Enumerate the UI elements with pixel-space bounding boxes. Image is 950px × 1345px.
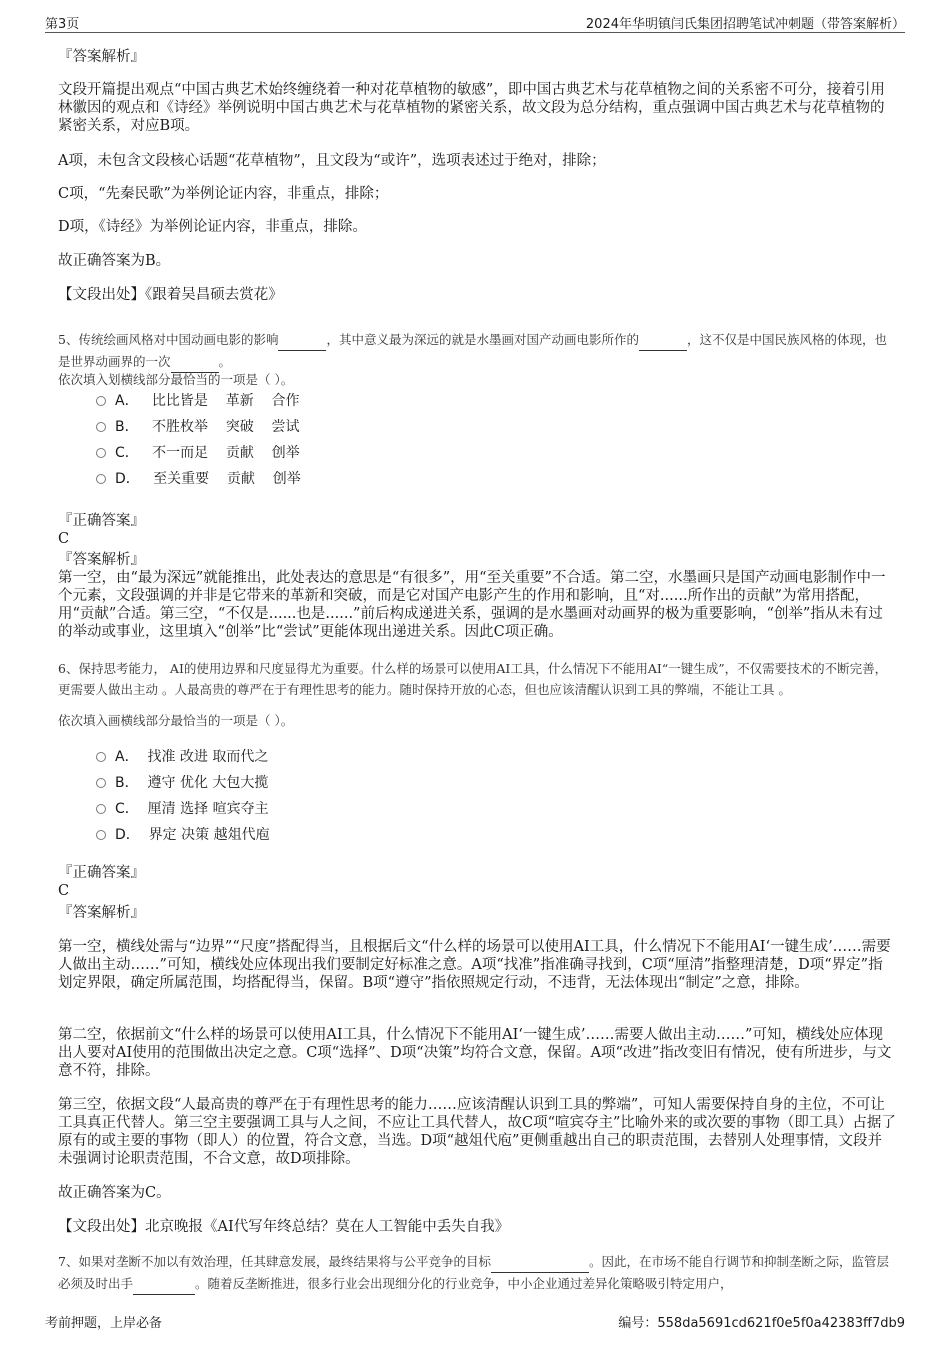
q7-stem-part2: 。因此，在市场不能自行调节和抑制垄断之际，监管层必须及时出手	[58, 1254, 889, 1291]
q4-option-c-explanation: C项，“先秦民歌”为举例论证内容，非重点，排除；	[58, 186, 389, 202]
footer-slogan: 考前押题，上岸必备	[45, 1316, 163, 1331]
q4-option-a-explanation: A项，未包含文段核心话题“花草植物”，且文段为“或许”，选项表述过于绝对，排除；	[58, 153, 606, 169]
q5-option-d[interactable]: D． 至关重要 贡献 创举	[96, 470, 301, 488]
radio-icon[interactable]	[96, 830, 106, 840]
q5-stem-part1: 5、传统绘画风格对中国动画电影的影响	[58, 332, 279, 347]
page-number: 第3页	[45, 17, 80, 32]
q5-analysis: 第一空，由“最为深远”就能推出，此处表达的意思是“有很多”，用“至关重要”不合适。第二空，水墨画只是国产动画电影制作中一个元素，文段强调的并非是它带来的革新和突破，而是它对国产电影产生的作用和影响，且“对......所作出的贡献”为常用搭配，用“贡献”合适。第三空，“不仅是......也是......”前后构成递进关系，强调的是水墨画对动画界的极为重要影响，“创举”指从未有过的举动或事业，这里填入“创举”比“尝试”更能体现出递进关系。因此C项正确。	[58, 570, 886, 640]
q6-analysis-paragraph-1: 第一空，横线处需与“边界”“尺度”搭配得当，且根据后文“什么样的场景可以使用AI工具，什么情况下不能用AI‘一键生成’……需要人做出主动……”可知，横线处应体现出我们要制定好标准之意。A项“找准”指准确寻找到，C项“厘清”指整理清楚，D项“界定”指划定界限，确定所属范围，均搭配得当，保留。B项“遵守”指依照规定行动，不违背，无法体现出“制定”之意，排除。	[58, 939, 891, 991]
page-header	[45, 10, 905, 33]
q5-blank-2	[639, 329, 687, 351]
q6-stem: 6、保持思考能力， AI的使用边界和尺度显得尤为重要。什么样的场景可以使用AI工具，什么情况下不能用AI“一键生成”，不仅需要技术的不断完善，更需要人做出主动 。人最高贵的尊严在于有理性思考的能力。随时保持开放的心态，但也应该清醒认识到工具的弊端，不能让工具 。	[58, 661, 888, 697]
q6-instruction: 依次填入画横线部分最恰当的一项是（ ）。	[58, 713, 294, 728]
document-id: 编号：558da5691cd621f0e5f0a42383ff7db9	[618, 1316, 905, 1331]
q4-option-d-explanation: D项，《诗经》为举例论证内容，非重点，排除。	[58, 219, 367, 235]
q5-option-c[interactable]: C． 不一而足 贡献 创举	[96, 444, 300, 462]
radio-icon[interactable]	[96, 396, 106, 406]
radio-icon[interactable]	[96, 448, 106, 458]
radio-icon[interactable]	[96, 778, 106, 788]
q6-analysis-paragraph-2: 第二空，依据前文“什么样的场景可以使用AI工具，什么情况下不能用AI‘一键生成’……需要人做出主动……”可知，横线处应体现出人要对AI使用的范围做出决定之意。C项“选择”、D项“决策”均符合文意，保留。A项“改进”指改变旧有情况，使有所进步，与文意不符，排除。	[58, 1027, 892, 1079]
q6-analysis-heading: 『答案解析』	[58, 905, 145, 921]
radio-icon[interactable]	[96, 804, 106, 814]
q6-option-b[interactable]: B． 遵守 优化 大包大揽	[96, 774, 268, 792]
q7-stem-part3: 。随着反垄断推进，很多行业会出现细分化的行业竞争，中小企业通过差异化策略吸引特定用户，	[195, 1276, 733, 1291]
q4-analysis-paragraph: 文段开篇提出观点“中国古典艺术始终缠绕着一种对花草植物的敏感”，即中国古典艺术与花草植物之间的关系密不可分，接着引用林徽因的观点和《诗经》举例说明中国古典艺术与花草植物的紧密关系，故文段为总分结构，重点强调中国古典艺术与花草植物的紧密关系，对应B项。	[58, 82, 885, 134]
q5-option-b[interactable]: B． 不胜枚举 突破 尝试	[96, 418, 300, 436]
q7-stem-part1: 7、如果对垄断不加以有效治理，任其肆意发展，最终结果将与公平竞争的目标	[58, 1254, 491, 1269]
q4-conclusion: 故正确答案为B。	[58, 253, 171, 269]
q5-stem	[58, 329, 896, 373]
q6-option-c[interactable]: C． 厘清 选择 喧宾夺主	[96, 800, 269, 818]
q6-option-a[interactable]: A． 找准 改进 取而代之	[96, 748, 268, 766]
q6-correct-heading: 『正确答案』	[58, 865, 145, 881]
q4-analysis-heading: 『答案解析』	[58, 49, 145, 65]
q5-blank-1	[278, 329, 326, 351]
q5-correct-heading: 『正确答案』	[58, 513, 145, 529]
q5-instruction: 依次填入划横线部分最恰当的一项是（ ）。	[58, 372, 294, 387]
q6-option-d[interactable]: D． 界定 决策 越俎代庖	[96, 826, 270, 844]
radio-icon[interactable]	[96, 474, 106, 484]
q5-answer: C	[58, 531, 70, 547]
q5-stem-part2: ，其中意义最为深远的就是水墨画对国产动画电影所作的	[326, 332, 639, 347]
q7-stem	[58, 1251, 896, 1295]
q6-source: 【文段出处】北京晚报《AI代写年终总结？莫在人工智能中丢失自我》	[58, 1219, 510, 1235]
q5-stem-part3: ，这不仅是中国民族风格的体现，也是世界动画界的一次	[58, 332, 887, 369]
radio-icon[interactable]	[96, 752, 106, 762]
q6-analysis-paragraph-3: 第三空，依据文段“人最高贵的尊严在于有理性思考的能力……应该清醒认识到工具的弊端”，可知人需要保持自身的主位，不可让工具真正代替人。第三空主要强调工具与人之间，不应让工具代替人，故C项“喧宾夺主”比喻外来的或次要的事物（即工具）占据了原有的或主要的事物（即人）的位置，符合文意，当选。D项“越俎代庖”更侧重越出自己的职责范围，去替别人处理事情，文段并未强调讨论职责范围，不合文意，故D项排除。	[58, 1097, 896, 1167]
radio-icon[interactable]	[96, 422, 106, 432]
q6-answer: C	[58, 883, 70, 899]
q6-conclusion: 故正确答案为C。	[58, 1185, 171, 1201]
q5-stem-part4: 。	[218, 354, 232, 369]
document-title: 2024年华明镇闫氏集团招聘笔试冲刺题（带答案解析）	[585, 17, 905, 32]
q5-option-a[interactable]: A． 比比皆是 革新 合作	[96, 392, 300, 410]
q4-source: 【文段出处】《跟着吴昌硕去赏花》	[58, 287, 283, 303]
q7-blank-1	[491, 1251, 589, 1273]
q5-analysis-heading: 『答案解析』	[58, 552, 145, 568]
q7-blank-2	[133, 1273, 195, 1295]
